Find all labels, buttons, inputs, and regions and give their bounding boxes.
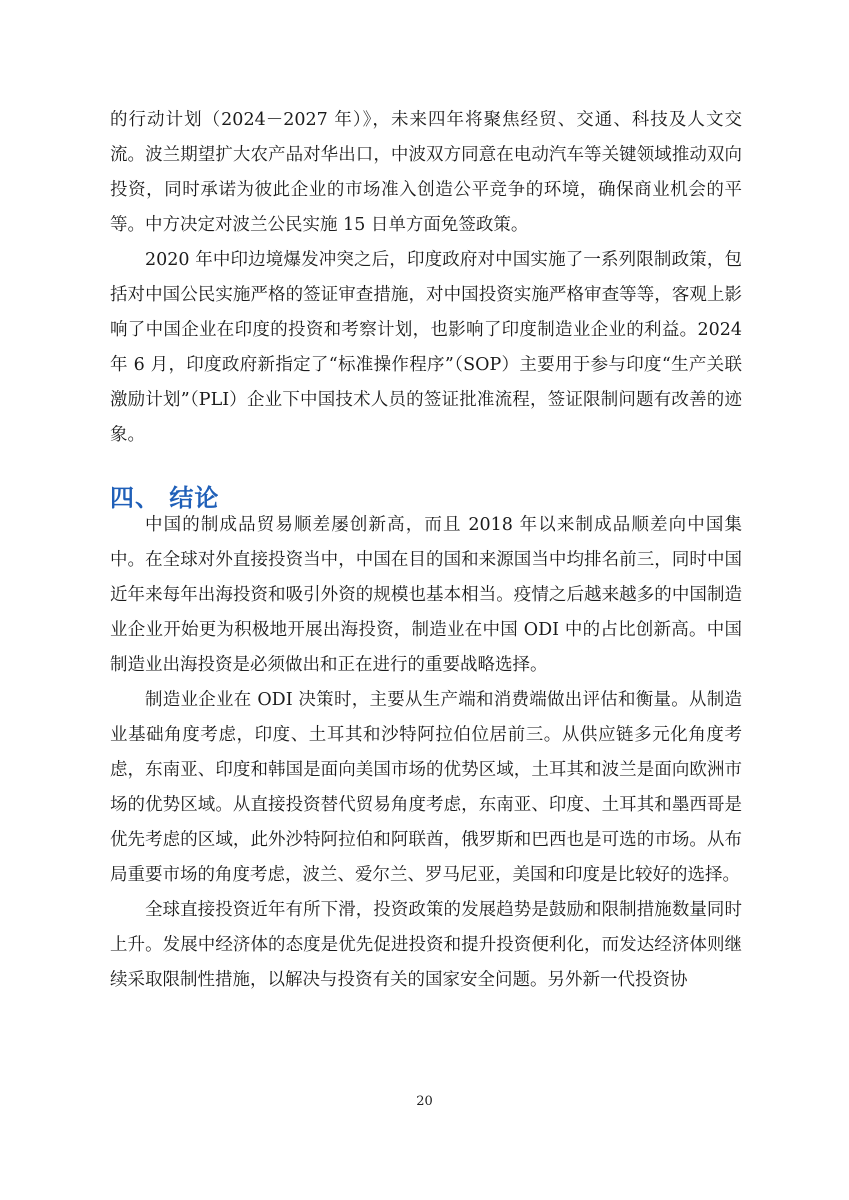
body-text-conclusion [110,508,742,998]
paragraph-odi-decision: 制造业企业在 ODI 决策时，主要从生产端和消费端做出评估和衡量。从制造业基础角度考虑，印度、土耳其和沙特阿拉伯位居前三。从供应链多元化角度考虑，东南亚、印度和韩国是面向美国市场的优势区域，土耳其和波兰是面向欧洲市场的优势区域。从直接投资替代贸易角度考虑，东南亚、印度、土耳其和墨西哥是优先考虑的区域，此外沙特阿拉伯和阿联酋，俄罗斯和巴西也是可选的市场。从布局重要市场的角度考虑，波兰、爱尔兰、罗马尼亚，美国和印度是比较好的选择。 [110,690,742,885]
paragraph-continuation: 的行动计划（2024－2027 年）》，未来四年将聚焦经贸、交通、科技及人文交流。波兰期望扩大农产品对华出口，中波双方同意在电动汽车等关键领域推动双向投资，同时承诺为彼此企业的市场准入创造公平竞争的环境，确保商业机会的平等。中方决定对波兰公民实施 15 日单方面免签政策。 [110,110,742,235]
paragraph-india-visa: 2020 年中印边境爆发冲突之后，印度政府对中国实施了一系列限制政策，包括对中国公民实施严格的签证审查措施，对中国投资实施严格审查等等，客观上影响了中国企业在印度的投资和考察计划，也影响了印度制造业企业的利益。2024 年 6 月，印度政府新指定了“标准操作程序”（SOP）主要用于参与印度“生产关联激励计划”（PLI）企业下中国技术人员的签证批准流程，签证限制问题有改善的迹象。 [110,250,742,445]
body-text-top [110,103,742,453]
page-number: 20 [416,1094,433,1109]
section-heading-conclusion: 四、 结论 [110,484,220,512]
paragraph-trade-surplus: 中国的制成品贸易顺差屡创新高，而且 2018 年以来制成品顺差向中国集中。在全球对外直接投资当中，中国在目的国和来源国当中均排名前三，同时中国近年来每年出海投资和吸引外资的规模也基本相当。疫情之后越来越多的中国制造业企业开始更为积极地开展出海投资，制造业在中国 ODI 中的占比创新高。中国制造业出海投资是必须做出和正在进行的重要战略选择。 [110,515,742,675]
paragraph-investment-policy: 全球直接投资近年有所下滑，投资政策的发展趋势是鼓励和限制措施数量同时上升。发展中经济体的态度是优先促进投资和提升投资便利化，而发达经济体则继续采取限制性措施，以解决与投资有关的国家安全问题。另外新一代投资协 [110,900,742,990]
